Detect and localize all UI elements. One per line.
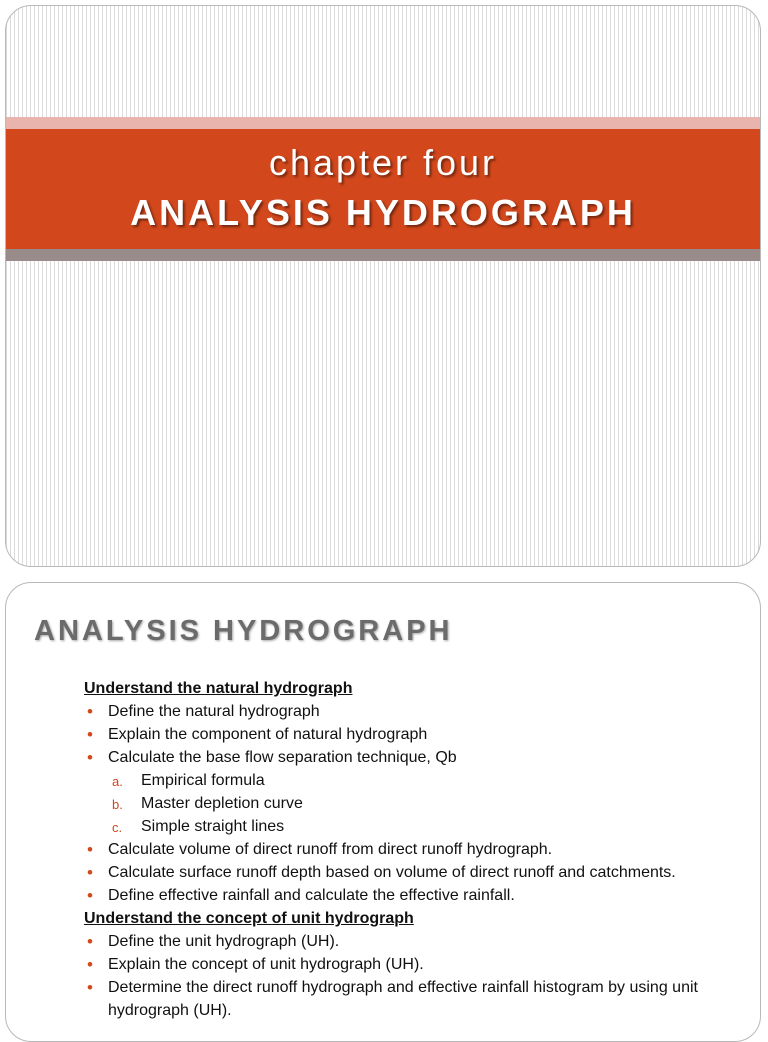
sub-list-text: Empirical formula [141, 772, 265, 789]
list-item: • Explain the component of natural hydrograph [84, 723, 746, 746]
list-item: • Define effective rainfall and calculate the effective rainfall. [84, 884, 746, 907]
sub-list-marker: c. [112, 820, 123, 835]
list-item: • Explain the concept of unit hydrograph (UH). [84, 953, 746, 976]
slide-main-title: ANALYSIS HYDROGRAPH [130, 192, 636, 233]
chapter-title: chapter four [268, 142, 498, 183]
slide-content [84, 677, 746, 1022]
slide-heading: ANALYSIS HYDROGRAPH [34, 615, 453, 647]
list-item: • Define the natural hydrograph [84, 700, 746, 723]
pink-accent-band [6, 117, 760, 129]
list-item: • Calculate volume of direct runoff from direct runoff hydrograph. [84, 838, 746, 861]
section-title-unit-hydrograph: Understand the concept of unit hydrograph [84, 910, 414, 927]
section-title-natural-hydrograph: Understand the natural hydrograph [84, 680, 353, 697]
content-slide [5, 582, 761, 1042]
sub-list-item [84, 815, 746, 838]
title-slide [5, 5, 761, 567]
sub-list-item [84, 769, 746, 792]
list-item: • Calculate the base flow separation technique, Qb [84, 746, 746, 769]
sub-list-text: Simple straight lines [141, 818, 285, 835]
sub-list-item [84, 792, 746, 815]
sub-list-text: Master depletion curve [141, 795, 303, 812]
sub-list-marker: b. [112, 797, 123, 812]
title-band [6, 129, 760, 249]
gray-accent-band [6, 249, 760, 261]
sub-list-marker: a. [112, 774, 123, 789]
list-item: • Define the unit hydrograph (UH). [84, 930, 746, 953]
list-item: • Determine the direct runoff hydrograph and effective rainfall histogram by using unit hydrograph (UH). [84, 976, 746, 1022]
list-item: • Calculate surface runoff depth based on volume of direct runoff and catchments. [84, 861, 746, 884]
